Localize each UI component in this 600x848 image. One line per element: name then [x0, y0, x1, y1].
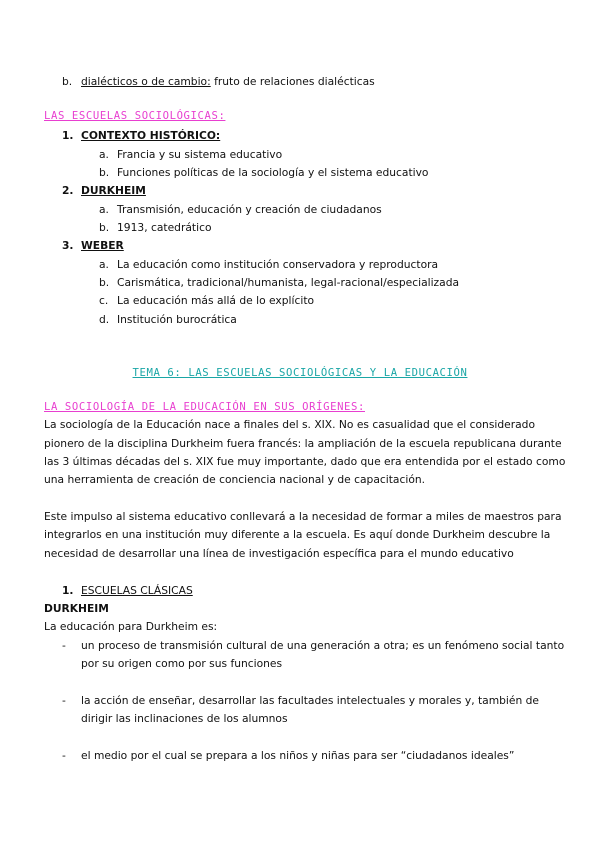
sub-marker: b. [99, 221, 110, 234]
sub-item: Funciones políticas de la sociología y el sistema educativo [117, 166, 429, 179]
bullet-dash: - [62, 639, 66, 652]
bullet-dash: - [62, 749, 66, 762]
list-item [81, 75, 375, 89]
list-number: 2. [62, 184, 74, 197]
list-title: DURKHEIM [81, 184, 146, 197]
list-number: 1. [62, 129, 74, 142]
paragraph-line: necesidad de desarrollar una línea de investigación específica para el mundo educativo [44, 547, 514, 560]
paragraph-line: La sociología de la Educación nace a finales del s. XIX. No es casualidad que el considerado [44, 418, 535, 431]
bullet-line: dirigir las inclinaciones de los alumnos [81, 712, 288, 725]
sub-marker: b. [99, 276, 110, 289]
paragraph-line: las 3 últimas décadas del s. XIX fue muy importante, dado que era entendida por el estado como [44, 455, 566, 468]
sub-marker: a. [99, 148, 109, 161]
sub-item: La educación más allá de lo explícito [117, 294, 315, 307]
paragraph-line: integrarlos en una institución muy diferente a la escuela. Es aquí donde Durkheim descubre la [44, 528, 551, 541]
bullet-dash: - [62, 694, 66, 707]
item-text: fruto de relaciones dialécticas [210, 75, 375, 88]
bullet-line: el medio por el cual se prepara a los niños y niñas para ser “ciudadanos ideales” [81, 749, 515, 762]
sub-marker: a. [99, 203, 109, 216]
bullet-line: por su origen como por sus funciones [81, 657, 283, 670]
sub-marker: a. [99, 258, 109, 271]
term-label: dialécticos o de cambio: [81, 75, 211, 88]
intro-text: La educación para Durkheim es: [44, 620, 218, 633]
section-heading: LA SOCIOLOGÍA DE LA EDUCACIÓN EN SUS ORÍGENES: [44, 401, 365, 413]
bullet-line: un proceso de transmisión cultural de una generación a otra; es un fenómeno social tanto [81, 639, 565, 652]
tema-title: TEMA 6: LAS ESCUELAS SOCIOLÓGICAS Y LA EDUCACIÓN [132, 367, 468, 379]
sub-item: Carismática, tradicional/humanista, legal-racional/especializada [117, 276, 460, 289]
list-number: 3. [62, 239, 74, 252]
sub-item: Francia y su sistema educativo [117, 148, 283, 161]
sub-item: La educación como institución conservadora y reproductora [117, 258, 439, 271]
sub-marker: c. [99, 294, 109, 307]
sub-item: Institución burocrática [117, 313, 237, 326]
subheading: DURKHEIM [44, 602, 109, 615]
paragraph-line: una herramienta de creación de conciencia nacional y de capacitación. [44, 473, 426, 486]
sub-marker: b. [99, 166, 110, 179]
paragraph-line: Este impulso al sistema educativo conllevará a la necesidad de formar a miles de maestros para [44, 510, 562, 523]
paragraph-line: pionero de la disciplina Durkheim fuera francés: la ampliación de la escuela republicana durante [44, 437, 562, 450]
sub-item: Transmisión, educación y creación de ciudadanos [117, 203, 382, 216]
section-heading: LAS ESCUELAS SOCIOLÓGICAS: [44, 110, 226, 122]
sub-item: 1913, catedrático [117, 221, 212, 234]
bullet-line: la acción de enseñar, desarrollar las facultades intelectuales y morales y, también de [81, 694, 540, 707]
list-number: 1. [62, 584, 74, 597]
sub-marker: d. [99, 313, 110, 326]
list-title: ESCUELAS CLÁSICAS [81, 584, 193, 597]
list-title: WEBER [81, 239, 124, 252]
list-title: CONTEXTO HISTÓRICO: [81, 129, 221, 142]
list-marker: b. [62, 75, 73, 88]
